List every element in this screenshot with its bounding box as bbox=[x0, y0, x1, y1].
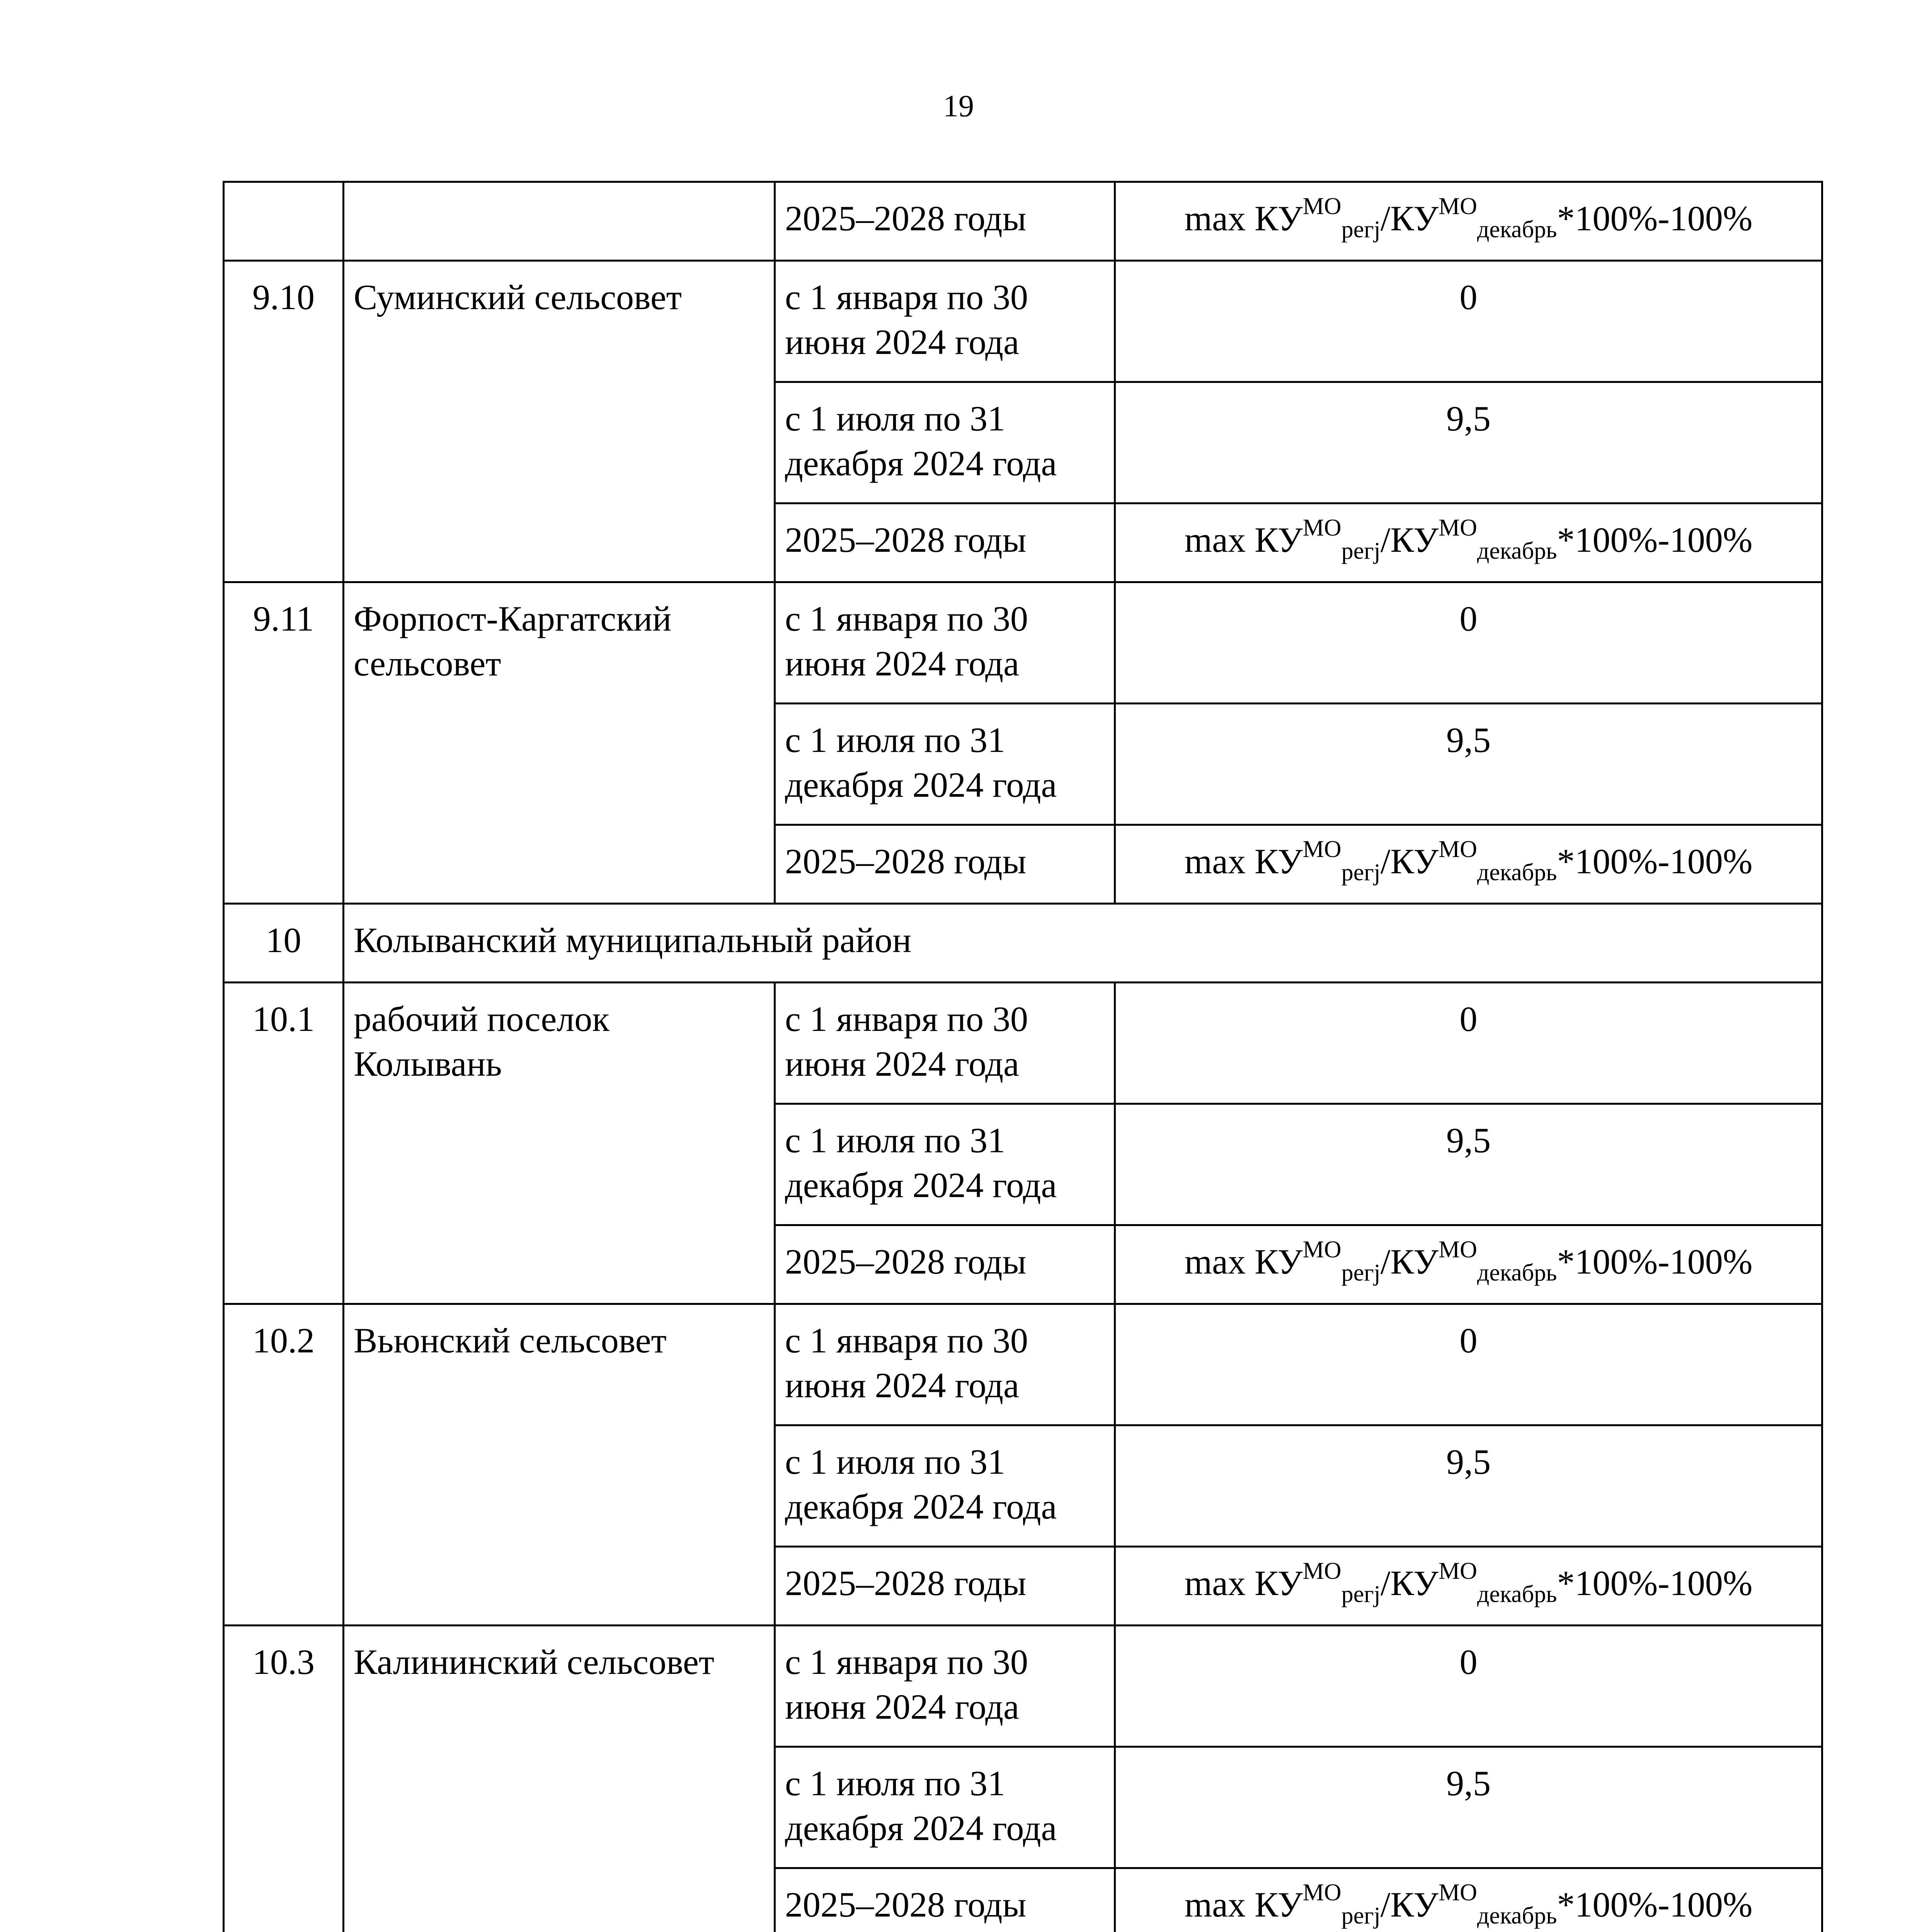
value-cell: 9,5 bbox=[1115, 1747, 1822, 1868]
value-cell: 0 bbox=[1115, 983, 1822, 1104]
page-number: 19 bbox=[943, 89, 974, 123]
table-row bbox=[224, 582, 1822, 704]
number-cell: 10 bbox=[224, 904, 344, 983]
formula-cell: $\max КУ^{МО}_{регj}/КУ^{МО}_{декабрь}*100\%-100\%$ bbox=[1115, 182, 1822, 261]
period-cell: 2025–2028 годы bbox=[775, 503, 1115, 582]
number-cell: 9.11 bbox=[224, 582, 344, 904]
name-cell: Калининский сельсовет bbox=[344, 1626, 775, 1932]
formula-cell: $\max КУ^{МО}_{регj}/КУ^{МО}_{декабрь}*100\%-100\%$ bbox=[1115, 1547, 1822, 1626]
name-cell bbox=[344, 182, 775, 261]
value-cell: 0 bbox=[1115, 1304, 1822, 1425]
value-cell: 0 bbox=[1115, 582, 1822, 704]
formula-cell: $\max КУ^{МО}_{регj}/КУ^{МО}_{декабрь}*100\%-100\%$ bbox=[1115, 1225, 1822, 1304]
period-cell: 2025–2028 годы bbox=[775, 1547, 1115, 1626]
table-row bbox=[224, 1626, 1822, 1747]
value-cell: 0 bbox=[1115, 1626, 1822, 1747]
table-row bbox=[224, 983, 1822, 1104]
period-cell: с 1 января по 30 июня 2024 года bbox=[775, 582, 1115, 704]
district-name-cell: Колыванский муниципальный район bbox=[344, 904, 1822, 983]
period-cell: с 1 июля по 31 декабря 2024 года bbox=[775, 382, 1115, 503]
period-cell: 2025–2028 годы bbox=[775, 825, 1115, 904]
value-cell: 9,5 bbox=[1115, 1104, 1822, 1225]
period-cell: 2025–2028 годы bbox=[775, 1868, 1115, 1932]
number-cell: 10.3 bbox=[224, 1626, 344, 1932]
value-cell: 9,5 bbox=[1115, 1425, 1822, 1547]
tariff-table bbox=[223, 181, 1823, 1932]
period-cell: с 1 июля по 31 декабря 2024 года bbox=[775, 704, 1115, 825]
period-cell: 2025–2028 годы bbox=[775, 1225, 1115, 1304]
name-cell: Вьюнский сельсовет bbox=[344, 1304, 775, 1626]
number-cell: 10.1 bbox=[224, 983, 344, 1304]
value-cell: 0 bbox=[1115, 261, 1822, 382]
period-cell: с 1 июля по 31 декабря 2024 года bbox=[775, 1425, 1115, 1547]
period-cell: с 1 января по 30 июня 2024 года bbox=[775, 261, 1115, 382]
value-cell: 9,5 bbox=[1115, 382, 1822, 503]
table-row bbox=[224, 182, 1822, 261]
period-cell: с 1 января по 30 июня 2024 года bbox=[775, 983, 1115, 1104]
table-row bbox=[224, 1304, 1822, 1425]
number-cell: 9.10 bbox=[224, 261, 344, 582]
number-cell: 10.2 bbox=[224, 1304, 344, 1626]
period-cell: с 1 января по 30 июня 2024 года bbox=[775, 1304, 1115, 1425]
name-cell: Суминский сельсовет bbox=[344, 261, 775, 582]
table-row bbox=[224, 261, 1822, 382]
period-cell: с 1 июля по 31 декабря 2024 года bbox=[775, 1747, 1115, 1868]
value-cell: 9,5 bbox=[1115, 704, 1822, 825]
formula-cell: $\max КУ^{МО}_{регj}/КУ^{МО}_{декабрь}*100\%-100\%$ bbox=[1115, 825, 1822, 904]
formula-cell: $\max КУ^{МО}_{регj}/КУ^{МО}_{декабрь}*100\%-100\%$ bbox=[1115, 1868, 1822, 1932]
number-cell bbox=[224, 182, 344, 261]
period-cell: с 1 января по 30 июня 2024 года bbox=[775, 1626, 1115, 1747]
table-row bbox=[224, 904, 1822, 983]
period-cell: с 1 июля по 31 декабря 2024 года bbox=[775, 1104, 1115, 1225]
formula-cell: $\max КУ^{МО}_{регj}/КУ^{МО}_{декабрь}*100\%-100\%$ bbox=[1115, 503, 1822, 582]
name-cell: рабочий поселок Колывань bbox=[344, 983, 775, 1304]
period-cell: 2025–2028 годы bbox=[775, 182, 1115, 261]
name-cell: Форпост-Каргатский сельсовет bbox=[344, 582, 775, 904]
